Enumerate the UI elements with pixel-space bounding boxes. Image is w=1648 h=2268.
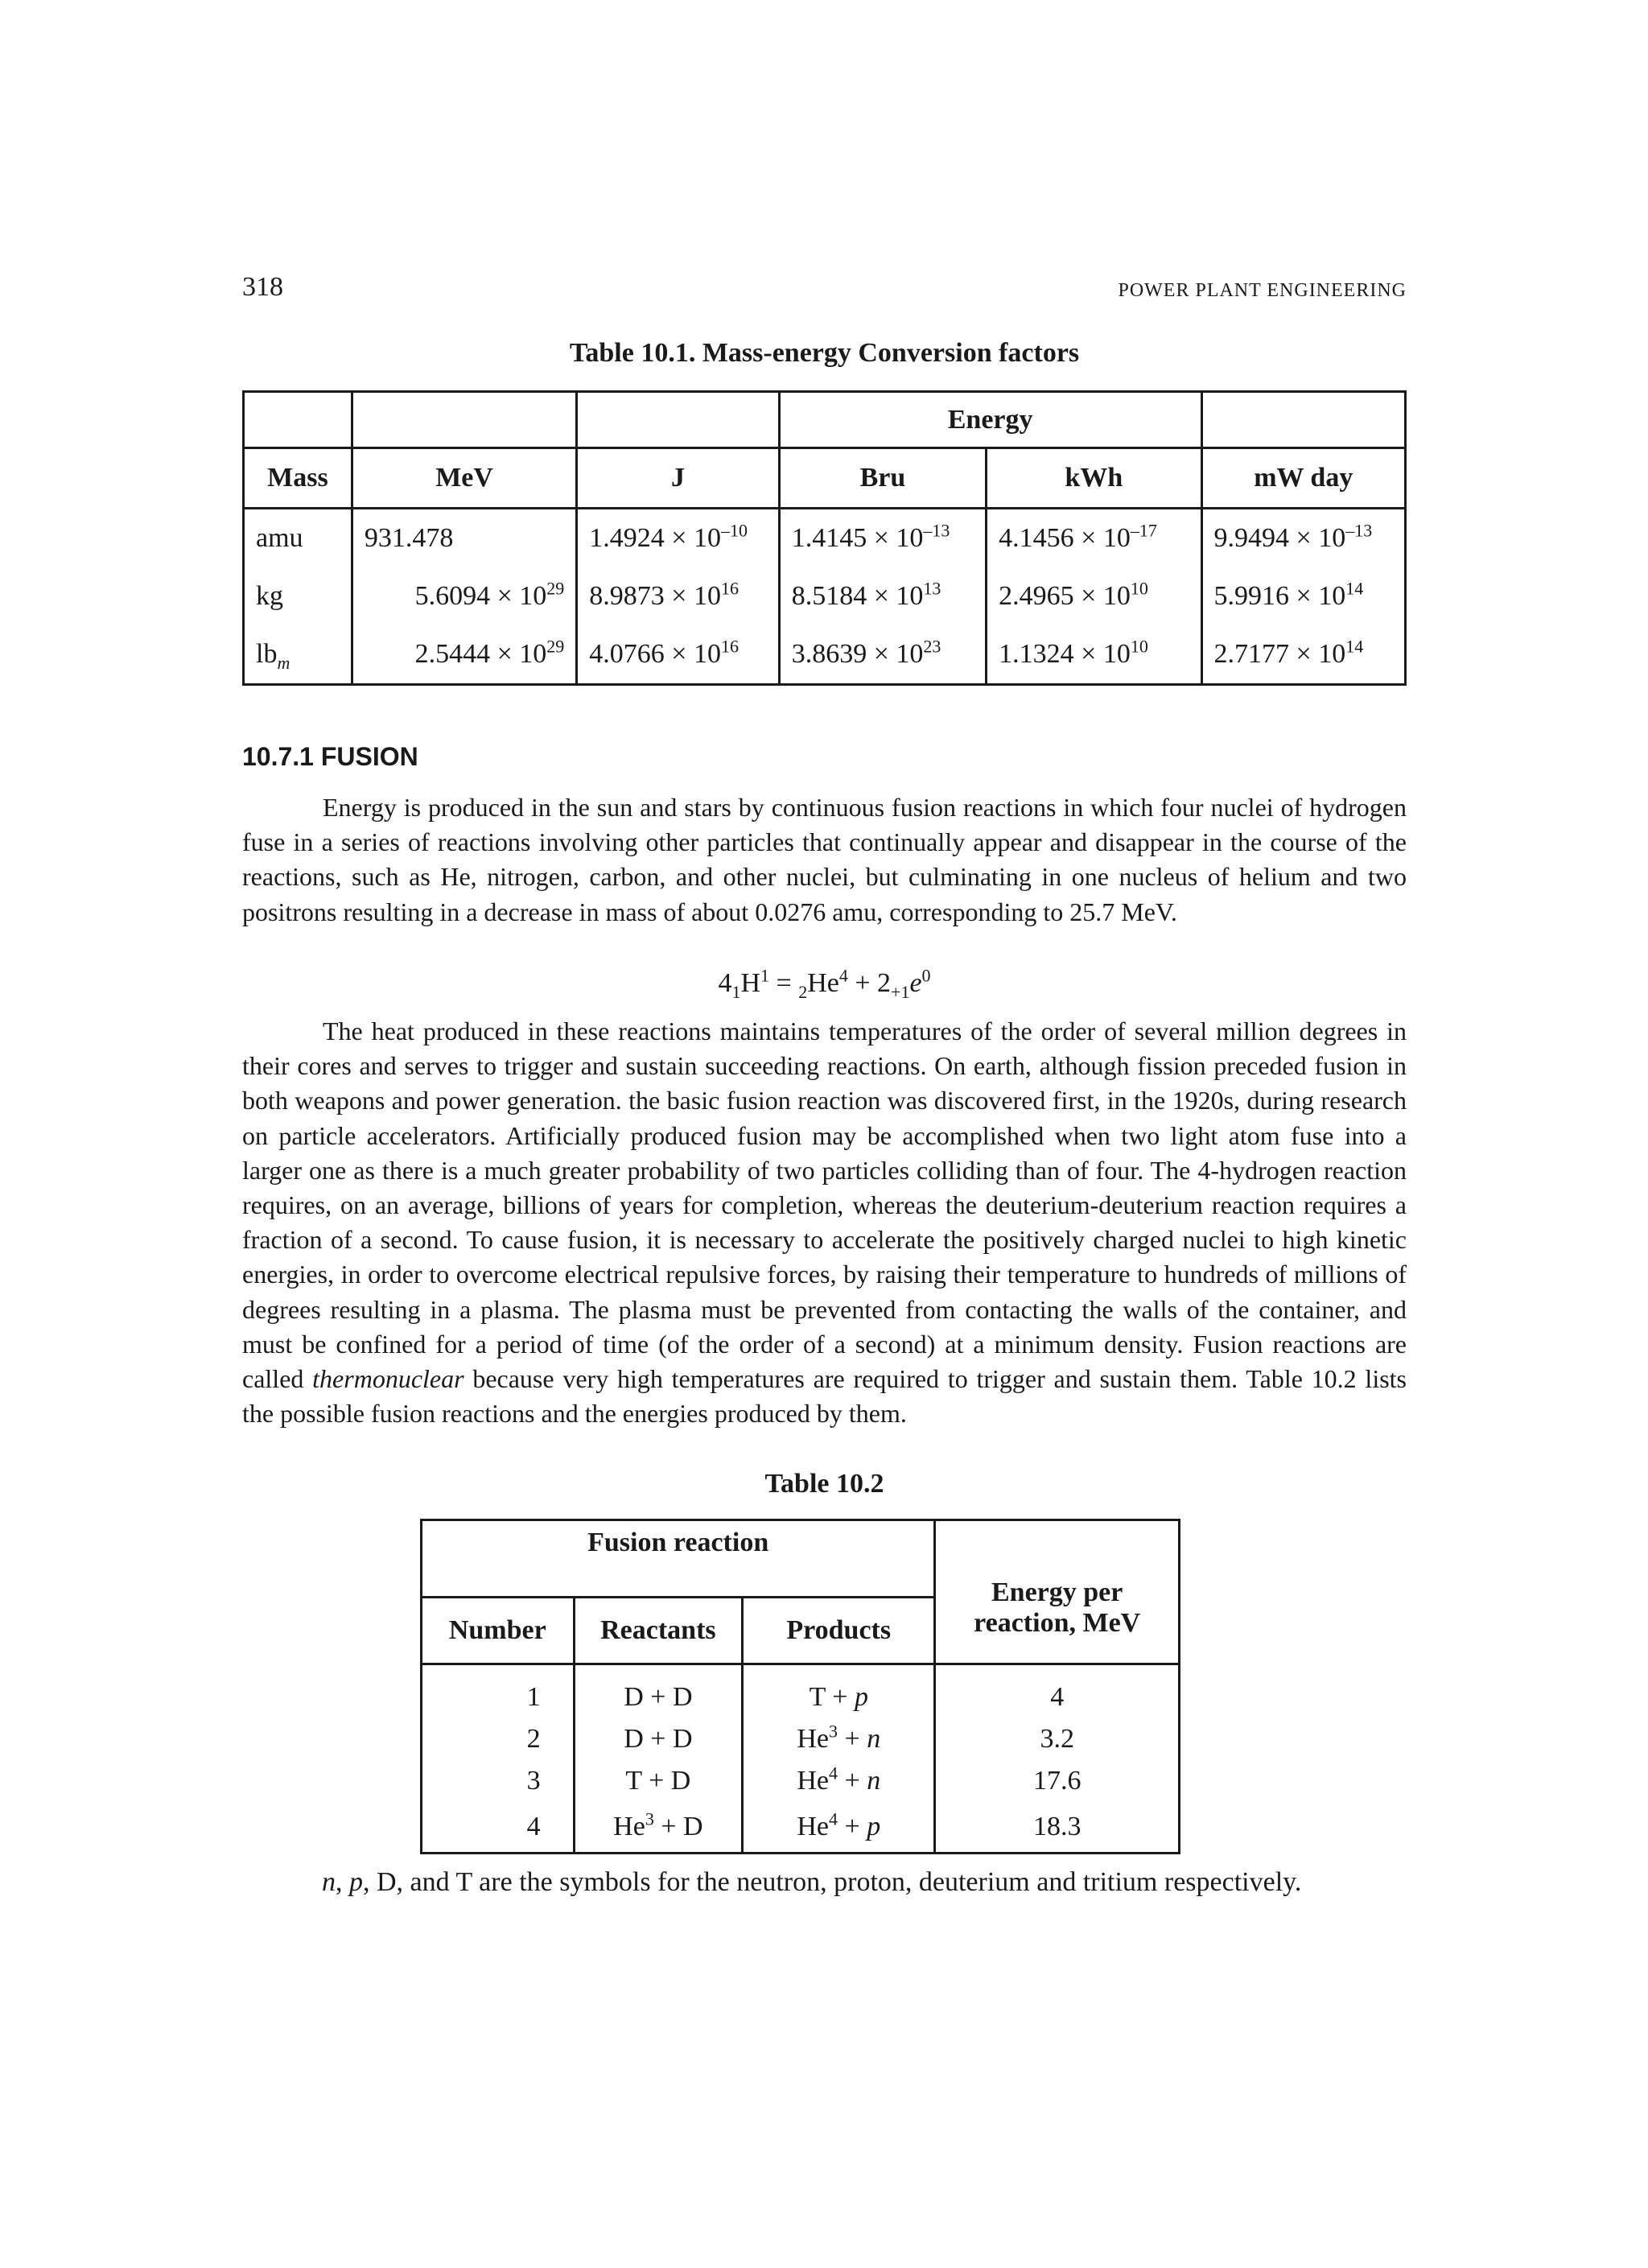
table1-caption: Table 10.1. Mass-energy Conversion factors [569, 338, 1080, 368]
table-row [422, 1718, 1180, 1760]
body-paragraph: Energy is produced in the sun and stars by continuous fusion reactions in which four nuclei of hydrogen fuse in a series of reactions involving other particles that continually appear and disappear in the course of the reactions, such as He, nitrogen, carbon, and other nuclei, but culminating in one nucleus of helium and two positrons resulting in a decrease in mass of about 0.0276 amu, corresponding to 25.7 MeV. [242, 793, 1407, 926]
table-cell: T + D [574, 1760, 743, 1802]
table-cell: D + D [574, 1664, 743, 1719]
table-cell: $5.6094 \times 10^{29}$ [352, 567, 576, 625]
table-cell: $He^4 + n$ [743, 1760, 935, 1802]
mass-unit-cell: amu [244, 509, 352, 568]
table-cell: 4 [935, 1664, 1180, 1719]
energy-group-header: Energy [779, 392, 1201, 448]
table-cell: $8.5184 \times 10^{13}$ [779, 567, 986, 625]
table-cell: D + D [574, 1718, 743, 1760]
table-cell: $He^3 + D$ [574, 1802, 743, 1854]
page-header [242, 272, 1407, 312]
column-header: J [577, 448, 779, 509]
mass-unit-cell: $lb_m$ [244, 625, 352, 685]
table-cell: 1 [422, 1664, 575, 1719]
table-cell: $1.4145 \times 10^{-13}$ [779, 509, 986, 568]
table-header-row [422, 1520, 1180, 1598]
table-cell: $2.5444 \times 10^{29}$ [352, 625, 576, 685]
column-header: mW day [1201, 448, 1405, 509]
energy-header: Energy per reaction, MeV [935, 1520, 1180, 1664]
column-header: Bru [779, 448, 986, 509]
table-cell: 18.3 [935, 1802, 1180, 1854]
table-row [422, 1664, 1180, 1719]
column-header: Products [743, 1598, 935, 1664]
table-cell: 2 [422, 1718, 575, 1760]
column-header: kWh [987, 448, 1201, 509]
table-cell: $5.9916 \times 10^{14}$ [1201, 567, 1405, 625]
fusion-reactions-table [420, 1519, 1180, 1854]
column-header: MeV [352, 448, 576, 509]
table-header-row [244, 448, 1406, 509]
mass-unit-cell: kg [244, 567, 352, 625]
table-cell: $3.8639 \times 10^{23}$ [779, 625, 986, 685]
body-paragraph: The heat produced in these reactions maintains temperatures of the order of several million degrees in their cores and serves to trigger and sustain succeeding reactions. On earth, although fission preceded fusion in both weapons and power generation. the basic fusion reaction was discovered first, in the 1920s, during research on particle accelerators. Artificially produced fusion may be accomplished when two light atom fuse into a larger one as there is a much greater probability of two particles colliding than of four. The 4-hydrogen reaction requires, on an average, billions of years for completion, whereas the deuterium-deuterium reaction requires a fraction of a second. To cause fusion, it is necessary to accelerate the positively charged nuclei to high kinetic energies, in order to overcome electrical repulsive forces, by raising their temperature to hundreds of millions of degrees resulting in a plasma. The plasma must be prevented from contacting the walls of the container, and must be confined for a period of time (of the order of a second) at a minimum density. Fusion reactions are called thermonuclear because very high temperatures are required to trigger and sustain them. Table 10.2 lists the possible fusion reactions and the energies produced by them. [242, 1016, 1407, 1429]
mass-energy-table [242, 390, 1407, 686]
table-row [244, 625, 1406, 685]
running-head: POWER PLANT ENGINEERING [1118, 280, 1407, 301]
table-cell: $2.7177 \times 10^{14}$ [1201, 625, 1405, 685]
column-header: Number [422, 1598, 575, 1664]
table-cell: 4 [422, 1802, 575, 1854]
table-row [422, 1760, 1180, 1802]
section-heading: 10.7.1 FUSION [242, 742, 418, 771]
column-header: Reactants [574, 1598, 743, 1664]
table-cell: 931.478 [352, 509, 576, 568]
column-header: Mass [244, 448, 352, 509]
table-cell: T + p [743, 1664, 935, 1719]
table-row [244, 509, 1406, 568]
page-number: 318 [242, 272, 283, 302]
table-cell: $4.1456 \times 10^{-17}$ [987, 509, 1201, 568]
table-cell: 3.2 [935, 1718, 1180, 1760]
table-cell: $4.0766 \times 10^{16}$ [577, 625, 779, 685]
table-cell: $He^3 + n$ [743, 1718, 935, 1760]
table-cell: 3 [422, 1760, 575, 1802]
table-cell: $1.4924 \times 10^{-10}$ [577, 509, 779, 568]
fusion-reaction-group-header: Fusion reaction [422, 1520, 935, 1598]
table-cell: $He^4 + p$ [743, 1802, 935, 1854]
table-cell: $8.9873 \times 10^{16}$ [577, 567, 779, 625]
table-cell: $2.4965 \times 10^{10}$ [987, 567, 1201, 625]
table-cell: 17.6 [935, 1760, 1180, 1802]
fusion-equation: $4_1H^1 = _2He^4 + 2_{+1}e^0$ [718, 965, 931, 1002]
table-cell: $9.9494 \times 10^{-13}$ [1201, 509, 1405, 568]
table-row [422, 1802, 1180, 1854]
table2-caption: Table 10.2 [764, 1469, 884, 1499]
symbols-note: n, p, D, and T are the symbols for the neutron, proton, deuterium and tritium respectively. [322, 1867, 1302, 1897]
table-cell: $1.1324 \times 10^{10}$ [987, 625, 1201, 685]
table-row [244, 567, 1406, 625]
table-row [244, 392, 1406, 448]
